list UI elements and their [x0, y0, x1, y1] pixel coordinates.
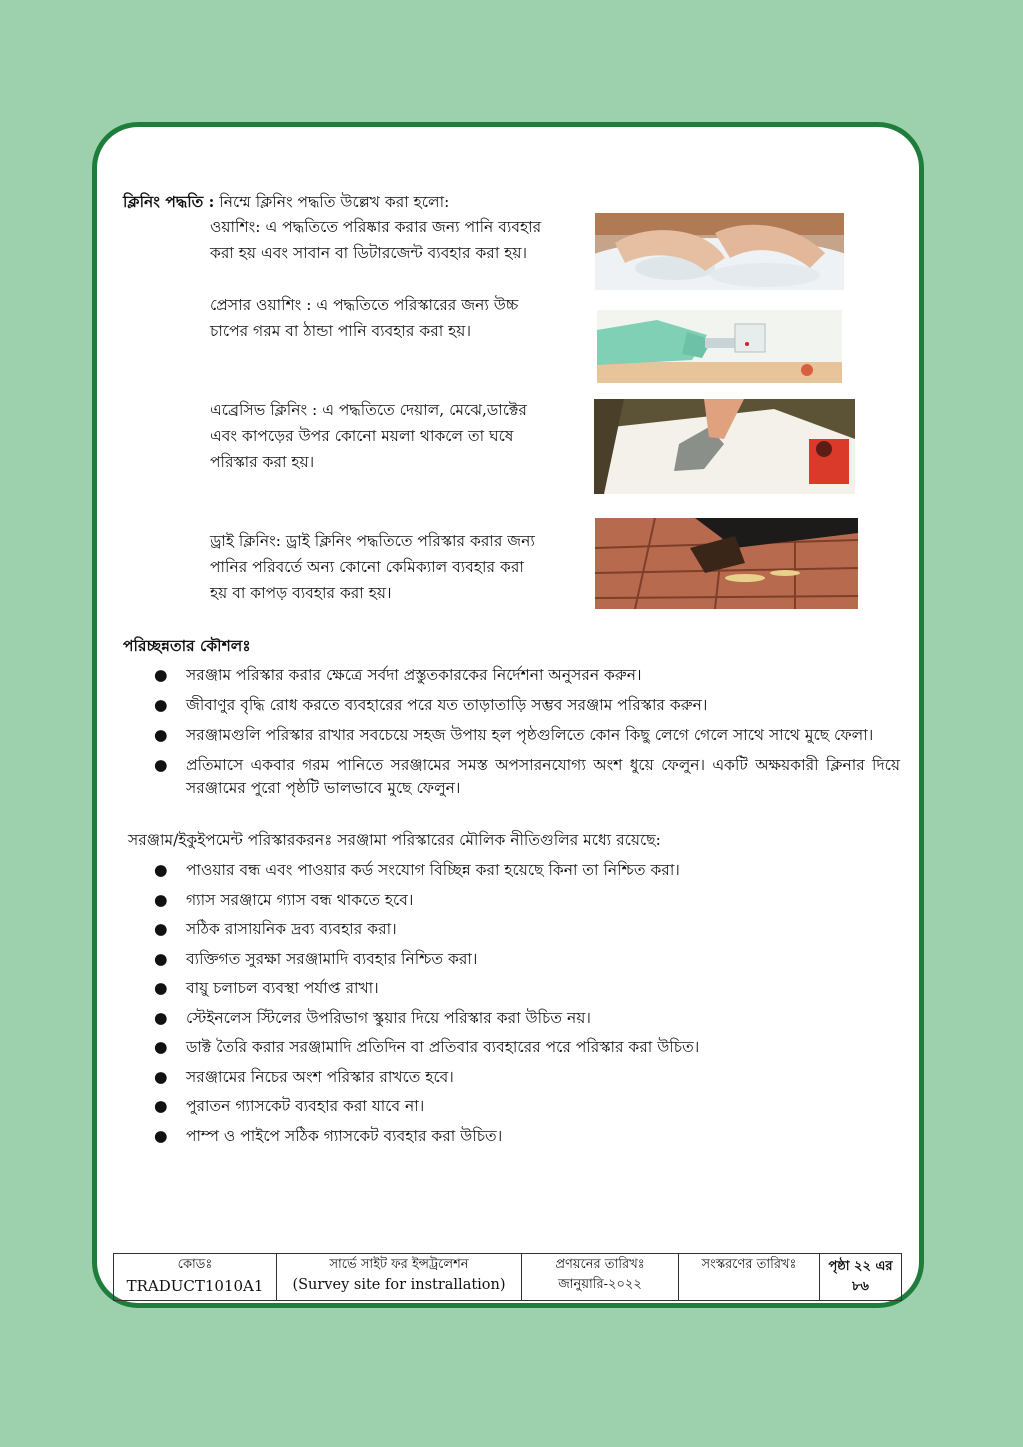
list-item: ● সঠিক রাসায়নিক দ্রব্য ব্যবহার করা। — [150, 918, 900, 941]
bullet-icon: ● — [154, 696, 168, 714]
cleaning-method-heading-line — [123, 189, 449, 215]
method-washing — [210, 214, 590, 266]
bullet-icon: ● — [154, 920, 168, 938]
bullet-icon: ● — [154, 1126, 168, 1145]
footer-revision-cell — [679, 1254, 820, 1301]
footer-code-value: TRADUCT1010A1 — [126, 1277, 264, 1295]
footer-code-cell — [114, 1254, 277, 1301]
cleaning-method-heading: ক্লিনিং পদ্ধতি : — [123, 192, 215, 211]
list-item: ● পাওয়ার বন্ধ এবং পাওয়ার কর্ড সংযোগ বিচ্ছিন্ন করা হয়েছে কিনা তা নিশ্চিত করা। — [150, 859, 900, 882]
method-line: ড্রাই ক্লিনিং: ড্রাই ক্লিনিং পদ্ধতিতে পরিস্কার করার জন্য — [210, 532, 535, 550]
bullet-icon: ● — [154, 726, 168, 744]
method-line: এব্রেসিভ ক্লিনিং : এ পদ্ধতিতে দেয়াল, মেঝে,ডাক্টের — [210, 401, 527, 419]
cleanliness-techniques-heading: পরিচ্ছন্নতার কৌশলঃ — [123, 636, 251, 655]
list-item: ● পুরাতন গ্যাসকেট ব্যবহার করা যাবে না। — [150, 1095, 900, 1118]
bullet-icon: ● — [154, 979, 168, 997]
method-line: এবং কাপড়ের উপর কোনো ময়লা থাকলে তা ঘষে — [210, 427, 514, 445]
list-item: ● সরঞ্জামের নিচের অংশ পরিস্কার রাখতে হবে। — [150, 1066, 900, 1089]
footer-title-en: (Survey site for instrallation) — [292, 1277, 506, 1293]
bullet-icon: ● — [154, 756, 168, 774]
footer-page-number: পৃষ্ঠা ২২ এর ৮৬ — [828, 1259, 893, 1294]
spray-bottle-illustration — [597, 310, 842, 383]
method-line: পানির পরিবর্তে অন্য কোনো কেমিক্যাল ব্যবহার করা — [210, 558, 524, 576]
footer-title-bn: সার্ভে সাইট ফর ইন্সট্রলেশন — [329, 1257, 469, 1272]
bullet-icon: ● — [154, 949, 168, 968]
footer-prep-date-cell — [522, 1254, 679, 1301]
bullet-icon: ● — [154, 890, 168, 909]
method-abrasive-cleaning — [210, 397, 590, 475]
equipment-cleaning-list — [150, 859, 900, 1148]
bullet-icon: ● — [154, 1097, 168, 1115]
list-item: ● প্রতিমাসে একবার গরম পানিতে সরঞ্জামের সমস্ত অপসারনযোগ্য অংশ ধুয়ে ফেলুন। একটি অক্ষয়কারী ক্লিনার দিয়ে সরঞ্জামের পুরো পৃষ্ঠটি ভালভাবে মুছে ফেলুন। — [154, 756, 900, 797]
method-line: প্রেসার ওয়াশিং : এ পদ্ধতিতে পরিস্কারের জন্য উচ্চ — [210, 296, 519, 314]
cleanliness-techniques-list — [150, 664, 900, 800]
list-item: ● সরঞ্জামগুলি পরিস্কার রাখার সবচেয়ে সহজ উপায় হল পৃষ্ঠগুলিতে কোন কিছু লেগে গেলে সাথে সাথে মুছে ফেলা। — [150, 724, 900, 747]
list-item: ● ডাক্ট তৈরি করার সরঞ্জামাদি প্রতিদিন বা প্রতিবার ব্যবহারের পরে পরিস্কার করা উচিত। — [150, 1036, 900, 1059]
bullet-icon: ● — [154, 1038, 168, 1056]
list-item: ● পাম্প ও পাইপে সঠিক গ্যাসকেট ব্যবহার করা উচিত। — [150, 1125, 900, 1148]
broom-sweeping-photo — [595, 518, 858, 609]
bullet-icon: ● — [154, 1008, 168, 1027]
document-footer-table — [113, 1253, 902, 1301]
footer-prep-label: প্রণয়নের তারিখঃ — [555, 1257, 645, 1272]
method-line: ওয়াশিং: এ পদ্ধতিতে পরিষ্কার করার জন্য পানি ব্যবহার — [210, 218, 542, 236]
list-item: ● সরঞ্জাম পরিস্কার করার ক্ষেত্রে সর্বদা প্রস্তুতকারকের নির্দেশনা অনুসরন করুন। — [150, 664, 900, 687]
method-line: করা হয় এবং সাবান বা ডিটারজেন্ট ব্যবহার করা হয়। — [210, 244, 528, 262]
bullet-icon: ● — [154, 666, 168, 684]
bullet-icon: ● — [154, 1067, 168, 1086]
hands-washing-photo — [595, 213, 844, 290]
footer-prep-value: জানুয়ারি-২০২২ — [558, 1277, 642, 1292]
bullet-icon: ● — [154, 861, 168, 879]
list-item: ● গ্যাস সরঞ্জামে গ্যাস বন্ধ থাকতে হবে। — [150, 889, 900, 912]
list-item: ● বায়ু চলাচল ব্যবস্থা পর্যাপ্ত রাখা। — [150, 977, 900, 1000]
method-pressure-washing — [210, 292, 590, 344]
cleaning-method-intro: নিম্মে ক্লিনিং পদ্ধতি উল্লেখ করা হলো: — [219, 193, 450, 211]
scrubbing-floor-illustration — [594, 399, 855, 494]
footer-title-cell — [277, 1254, 522, 1301]
method-line: চাপের গরম বা ঠান্ডা পানি ব্যবহার করা হয়। — [210, 322, 471, 340]
list-item: ● ব্যক্তিগত সুরক্ষা সরঞ্জামাদি ব্যবহার নিশ্চিত করা। — [150, 948, 900, 971]
footer-code-label: কোডঃ — [177, 1257, 213, 1272]
footer-revision-label: সংস্করণের তারিখঃ — [701, 1257, 797, 1272]
equipment-cleaning-intro: সরঞ্জাম/ইকুইপমেন্ট পরিস্কারকরনঃ সরঞ্জামা পরিস্কারের মৌলিক নীতিগুলির মধ্যে রয়েছে: — [128, 831, 661, 849]
footer-page-cell — [820, 1254, 902, 1301]
method-line: পরিস্কার করা হয়। — [210, 453, 315, 471]
list-item: ● স্টেইনলেস স্টিলের উপরিভাগ স্কুয়ার দিয়ে পরিস্কার করা উচিত নয়। — [150, 1007, 900, 1030]
method-line: হয় বা কাপড় ব্যবহার করা হয়। — [210, 584, 392, 602]
method-dry-cleaning — [210, 528, 590, 606]
list-item: ● জীবাণুর বৃদ্ধি রোধ করতে ব্যবহারের পরে যত তাড়াতাড়ি সম্ভব সরঞ্জাম পরিস্কার করুন। — [150, 694, 900, 717]
